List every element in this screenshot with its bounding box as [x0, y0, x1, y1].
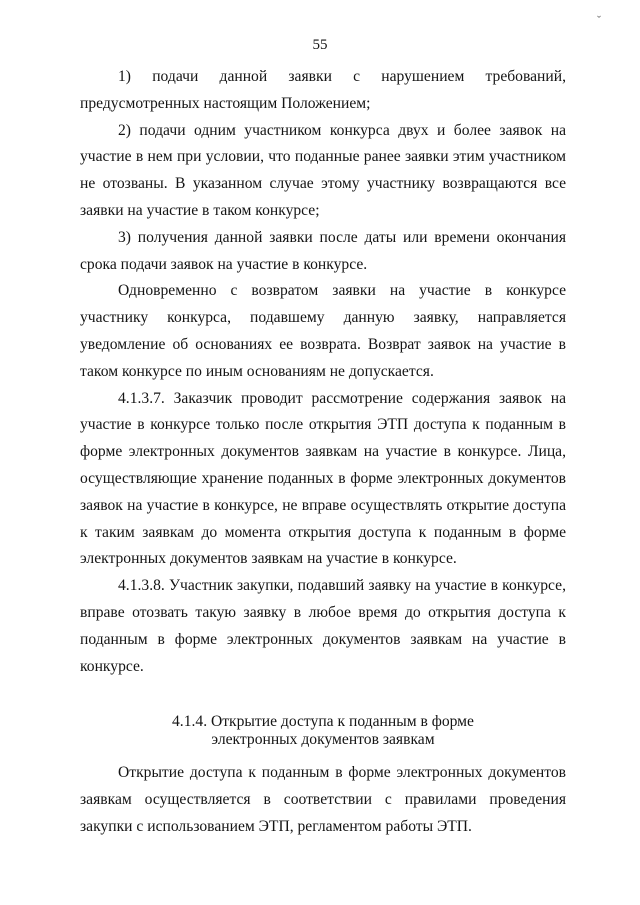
scan-mark: ˇ [597, 13, 601, 27]
section-heading-line-2: электронных документов заявкам [211, 730, 435, 748]
paragraph-item-3: 3) получения данной заявки после даты или времени окончания срока подачи заявок на участие в конкурсе. [80, 228, 566, 273]
paragraph-4-1-4-text: Открытие доступа к поданным в форме электронных документов заявкам осуществляется в соответствии с правилами проведения закупки с использованием ЭТП, регламентом работы ЭТП. [80, 764, 566, 835]
paragraph-4-1-3-7: 4.1.3.7. Заказчик проводит рассмотрение содержания заявок на участие в конкурсе только после открытия ЭТП доступа к поданным в форме электронных документов заявкам на участие в конкурсе. Лица, осуществляющие хранение поданных в форме электронных документов заявок на участие в конкурсе, не вправе осуществлять открытие доступа к таким заявкам до момента открытия доступа к поданным в форме электронных документов заявкам на участие в конкурсе. [80, 389, 566, 568]
paragraph-item-2: 2) подачи одним участником конкурса двух и более заявок на участие в нем при условии, что поданные ранее заявки этим участником не отозваны. В указанном случае этому участнику возвращаются все заявки на участие в таком конкурсе; [80, 121, 566, 219]
paragraph-item-1: 1) подачи данной заявки с нарушением требований, предусмотренных настоящим Положением; [80, 68, 566, 112]
section-heading [80, 713, 566, 748]
section-heading-line-1: 4.1.4. Открытие доступа к поданным в форме [172, 713, 474, 731]
page-number: 55 [312, 37, 328, 53]
paragraph-return-notice: Одновременно с возвратом заявки на участие в конкурсе участнику конкурса, подавшему данную заявку, направляется уведомление об основаниях ее возврата. Возврат заявок на участие в таком конкурсе по иным основаниям не допускается. [80, 282, 566, 380]
paragraph-4-1-3-8: 4.1.3.8. Участник закупки, подавший заявку на участие в конкурсе, вправе отозвать такую заявку в любое время до открытия доступа к поданным в форме электронных документов заявкам на участие в конкурсе. [80, 577, 566, 675]
document-body [80, 64, 566, 841]
